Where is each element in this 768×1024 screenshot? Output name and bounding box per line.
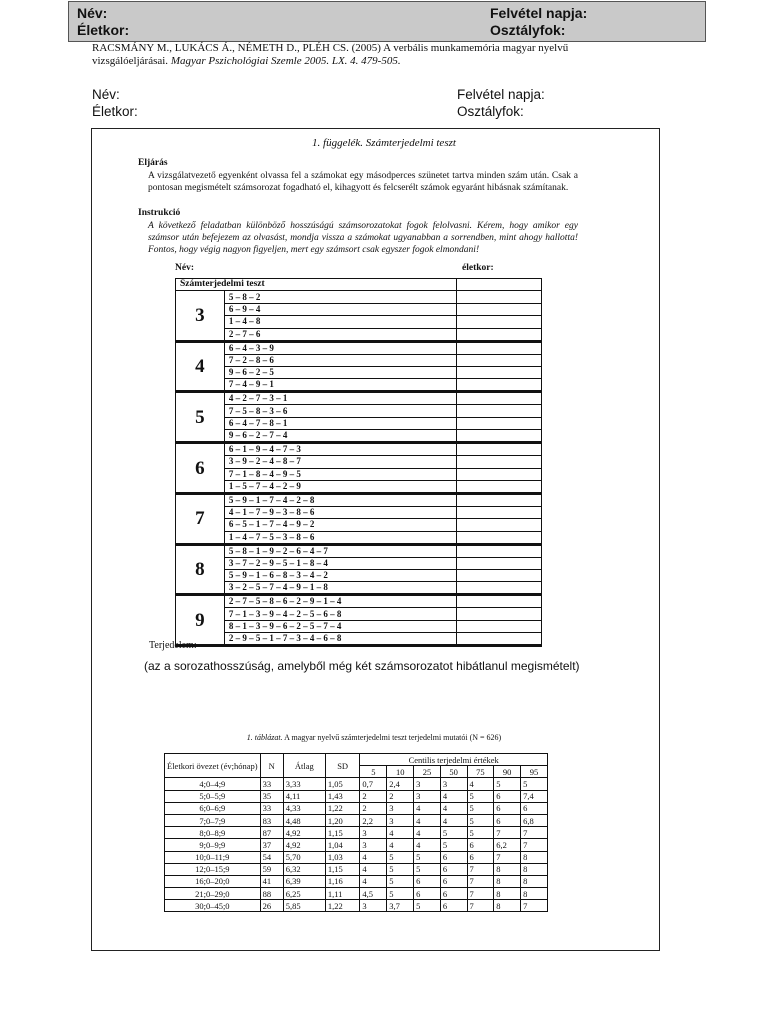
caption-number: 1. táblázat.: [246, 733, 283, 742]
norm-age-cell: 10;0–11;9: [165, 851, 261, 863]
response-cell[interactable]: [457, 279, 542, 291]
response-cell[interactable]: [457, 417, 542, 429]
norm-value-cell: 4: [414, 839, 441, 851]
norm-value-cell: 4,92: [283, 839, 325, 851]
span-item-row: [176, 417, 542, 429]
span-item-row: [176, 570, 542, 582]
norm-value-cell: 1,15: [325, 863, 360, 875]
response-cell[interactable]: [457, 493, 542, 506]
norm-value-cell: 35: [260, 790, 283, 802]
norm-value-cell: 83: [260, 814, 283, 826]
norm-age-cell: 4;0–4;9: [165, 778, 261, 790]
response-cell[interactable]: [457, 456, 542, 468]
digit-sequence: 7 – 2 – 8 – 6: [224, 354, 457, 366]
span-item-row: [176, 480, 542, 493]
percentile-column-header: 5: [360, 766, 387, 778]
span-note: (az a sorozathosszúság, amelyből még két számsorozatot hibátlanul megismételt): [144, 659, 580, 673]
digit-sequence: 5 – 8 – 1 – 9 – 2 – 6 – 4 – 7: [224, 544, 457, 557]
norm-header-row: [165, 754, 548, 766]
span-item-row: [176, 430, 542, 443]
response-cell[interactable]: [457, 354, 542, 366]
norm-value-cell: 5: [467, 802, 494, 814]
reference-citation: [92, 42, 632, 68]
norm-row: [165, 790, 548, 802]
norm-value-cell: 7: [494, 827, 521, 839]
norm-value-cell: 5: [387, 888, 414, 900]
digit-sequence: 4 – 2 – 7 – 3 – 1: [224, 392, 457, 405]
norm-value-cell: 6,32: [283, 863, 325, 875]
caption-text: A magyar nyelvű számterjedelmi teszt terjedelmi mutatói (N = 626): [284, 733, 502, 742]
norm-row: [165, 802, 548, 814]
norm-row: [165, 839, 548, 851]
norm-value-cell: 5: [387, 875, 414, 887]
norm-value-cell: 7: [467, 875, 494, 887]
digit-sequence: 5 – 8 – 2: [224, 291, 457, 303]
norm-value-cell: 5: [521, 778, 548, 790]
norm-value-cell: 6: [414, 875, 441, 887]
norm-value-cell: 6: [467, 839, 494, 851]
response-cell[interactable]: [457, 633, 542, 646]
response-cell[interactable]: [457, 341, 542, 354]
sequence-length: 5: [176, 392, 225, 443]
norm-value-cell: 0,7: [360, 778, 387, 790]
form-date-label: Felvétel napja:: [457, 87, 545, 102]
sheet-name-label: Név:: [175, 263, 194, 273]
norm-value-cell: 7: [467, 863, 494, 875]
norm-value-cell: 6: [440, 851, 467, 863]
norm-value-cell: 3,33: [283, 778, 325, 790]
norm-value-cell: 1,16: [325, 875, 360, 887]
form-name-label: Név:: [92, 87, 120, 102]
norm-age-cell: 6;0–6;9: [165, 802, 261, 814]
digit-sequence: 6 – 4 – 7 – 8 – 1: [224, 417, 457, 429]
digit-sequence: 7 – 5 – 8 – 3 – 6: [224, 405, 457, 417]
header-class-label: Osztályfok:: [490, 22, 566, 38]
response-cell[interactable]: [457, 328, 542, 341]
norm-value-cell: 6: [494, 790, 521, 802]
norm-age-cell: 21;0–29;0: [165, 888, 261, 900]
reference-journal: Magyar Pszichológiai Szemle 2005. LX. 4. 479-505.: [170, 55, 401, 67]
norm-value-cell: 7: [521, 839, 548, 851]
norm-age-cell: 30;0–45;0: [165, 900, 261, 912]
norm-age-cell: 5;0–5;9: [165, 790, 261, 802]
norm-value-cell: 5: [414, 863, 441, 875]
response-cell[interactable]: [457, 303, 542, 315]
digit-sequence: 3 – 9 – 2 – 4 – 8 – 7: [224, 456, 457, 468]
norm-table: [164, 753, 548, 912]
digit-sequence: 3 – 2 – 5 – 7 – 4 – 9 – 1 – 8: [224, 582, 457, 595]
span-item-row: [176, 506, 542, 518]
span-item-row: [176, 303, 542, 315]
norm-value-cell: 3: [440, 778, 467, 790]
norm-value-cell: 4: [360, 851, 387, 863]
norm-value-cell: 1,05: [325, 778, 360, 790]
response-cell[interactable]: [457, 595, 542, 608]
span-item-row: [176, 582, 542, 595]
norm-value-cell: 2: [360, 802, 387, 814]
response-cell[interactable]: [457, 430, 542, 443]
norm-value-cell: 6: [440, 900, 467, 912]
norm-value-cell: 8: [494, 863, 521, 875]
norm-value-cell: 26: [260, 900, 283, 912]
digit-sequence: 2 – 9 – 5 – 1 – 7 – 3 – 4 – 6 – 8: [224, 633, 457, 646]
response-cell[interactable]: [457, 366, 542, 378]
norm-value-cell: 5: [467, 790, 494, 802]
response-cell[interactable]: [457, 443, 542, 456]
norm-age-cell: 16;0–20;0: [165, 875, 261, 887]
norm-value-cell: 37: [260, 839, 283, 851]
sequence-length: 8: [176, 544, 225, 595]
norm-value-cell: 5: [414, 900, 441, 912]
percentile-column-header: 25: [414, 766, 441, 778]
norm-value-cell: 6,8: [521, 814, 548, 826]
span-item-row: [176, 519, 542, 531]
span-item-row: [176, 633, 542, 646]
norm-value-cell: 8: [521, 888, 548, 900]
norm-value-cell: 3: [387, 802, 414, 814]
response-cell[interactable]: [457, 620, 542, 632]
norm-row: [165, 851, 548, 863]
norm-value-cell: 5: [467, 814, 494, 826]
span-item-row: [176, 456, 542, 468]
norm-value-cell: 3: [360, 839, 387, 851]
norm-value-cell: 5,85: [283, 900, 325, 912]
norm-row: [165, 875, 548, 887]
span-item-row: [176, 468, 542, 480]
percentile-column-header: 50: [440, 766, 467, 778]
response-cell[interactable]: [457, 557, 542, 569]
digit-sequence: 6 – 4 – 3 – 9: [224, 341, 457, 354]
norm-age-cell: 7;0–7;9: [165, 814, 261, 826]
norm-value-cell: 2: [387, 790, 414, 802]
header-name-label: Név:: [77, 5, 108, 21]
norm-row: [165, 814, 548, 826]
norm-value-cell: 4: [414, 827, 441, 839]
norm-value-cell: 1,20: [325, 814, 360, 826]
digit-span-table: [175, 278, 542, 647]
response-cell[interactable]: [457, 405, 542, 417]
norm-value-cell: 6,25: [283, 888, 325, 900]
instruction-heading: Instrukció: [138, 208, 181, 218]
norm-value-cell: 87: [260, 827, 283, 839]
norm-value-cell: 8: [494, 888, 521, 900]
norm-value-cell: 4,11: [283, 790, 325, 802]
norm-value-cell: 6: [440, 875, 467, 887]
span-table-header: Számterjedelmi teszt: [176, 279, 457, 291]
norm-value-cell: 4: [360, 875, 387, 887]
digit-sequence: 8 – 1 – 3 – 9 – 6 – 2 – 5 – 7 – 4: [224, 620, 457, 632]
sheet-age-label: életkor:: [462, 263, 494, 273]
norm-value-cell: 5: [440, 839, 467, 851]
response-cell[interactable]: [457, 519, 542, 531]
norm-value-cell: 3: [414, 778, 441, 790]
norm-value-cell: 4: [360, 863, 387, 875]
norm-value-cell: 3,7: [387, 900, 414, 912]
norm-value-cell: 1,03: [325, 851, 360, 863]
response-cell[interactable]: [457, 316, 542, 328]
norm-value-cell: 8: [521, 851, 548, 863]
norm-value-cell: 8: [521, 875, 548, 887]
header-date-label: Felvétel napja:: [490, 5, 588, 21]
norm-value-cell: 1,43: [325, 790, 360, 802]
norm-value-cell: 4: [440, 802, 467, 814]
norm-value-cell: 4: [387, 839, 414, 851]
norm-value-cell: 4,5: [360, 888, 387, 900]
norm-age-cell: 12;0–15;9: [165, 863, 261, 875]
norm-value-cell: 7: [494, 851, 521, 863]
norm-value-cell: 59: [260, 863, 283, 875]
norm-value-cell: 54: [260, 851, 283, 863]
response-cell[interactable]: [457, 480, 542, 493]
norm-row: [165, 900, 548, 912]
norm-value-cell: 5,70: [283, 851, 325, 863]
norm-value-cell: 3: [414, 790, 441, 802]
norm-value-cell: 4: [414, 802, 441, 814]
norm-value-cell: 4: [414, 814, 441, 826]
header-age-label: Életkor:: [77, 22, 130, 38]
response-cell[interactable]: [457, 570, 542, 582]
digit-sequence: 9 – 6 – 2 – 5: [224, 366, 457, 378]
norm-value-cell: 2: [360, 790, 387, 802]
percentile-column-header: 95: [521, 766, 548, 778]
norm-value-cell: 1,11: [325, 888, 360, 900]
percentile-header: Centilis terjedelmi értékek: [360, 754, 548, 766]
response-cell[interactable]: [457, 544, 542, 557]
span-item-row: [176, 328, 542, 341]
span-item-row: [176, 557, 542, 569]
response-cell[interactable]: [457, 582, 542, 595]
norm-value-cell: 1,15: [325, 827, 360, 839]
response-cell[interactable]: [457, 291, 542, 303]
norm-value-cell: 2,4: [387, 778, 414, 790]
norm-value-cell: 4,33: [283, 802, 325, 814]
norm-value-cell: 5: [467, 827, 494, 839]
digit-sequence: 5 – 9 – 1 – 7 – 4 – 2 – 8: [224, 493, 457, 506]
norm-value-cell: 8: [494, 875, 521, 887]
response-cell[interactable]: [457, 531, 542, 544]
norm-value-cell: 6: [494, 802, 521, 814]
response-cell[interactable]: [457, 468, 542, 480]
digit-sequence: 5 – 9 – 1 – 6 – 8 – 3 – 4 – 2: [224, 570, 457, 582]
norm-age-cell: 8;0–8;9: [165, 827, 261, 839]
digit-sequence: 7 – 4 – 9 – 1: [224, 379, 457, 392]
reference-authors: RACSMÁNY M., LUKÁCS Á., NÉMETH D., PLÉH CS. (2005) A verbális munkamemória magyar nyelvű vizsgálóeljárásai.: [92, 42, 569, 67]
digit-sequence: 2 – 7 – 5 – 8 – 6 – 2 – 9 – 1 – 4: [224, 595, 457, 608]
span-item-row: [176, 608, 542, 620]
percentile-column-header: 75: [467, 766, 494, 778]
norm-value-cell: 6: [521, 802, 548, 814]
norm-value-cell: 5: [440, 827, 467, 839]
span-item-row: [176, 620, 542, 632]
norm-value-cell: 6: [440, 863, 467, 875]
norm-value-cell: 4: [467, 778, 494, 790]
norm-row: [165, 863, 548, 875]
span-item-row: [176, 316, 542, 328]
norm-value-cell: 7: [521, 900, 548, 912]
span-item-row: [176, 443, 542, 456]
norm-row: [165, 888, 548, 900]
digit-sequence: 9 – 6 – 2 – 7 – 4: [224, 430, 457, 443]
form-age-label: Életkor:: [92, 104, 138, 119]
norm-value-cell: 3: [360, 827, 387, 839]
digit-sequence: 1 – 5 – 7 – 4 – 2 – 9: [224, 480, 457, 493]
norm-value-cell: 6: [440, 888, 467, 900]
sequence-length: 9: [176, 595, 225, 646]
norm-value-cell: 41: [260, 875, 283, 887]
norm-value-cell: 4,92: [283, 827, 325, 839]
norm-value-cell: 5: [387, 863, 414, 875]
digit-sequence: 1 – 4 – 7 – 5 – 3 – 8 – 6: [224, 531, 457, 544]
span-item-row: [176, 379, 542, 392]
digit-sequence: 7 – 1 – 3 – 9 – 4 – 2 – 5 – 6 – 8: [224, 608, 457, 620]
norm-age-cell: 9;0–9;9: [165, 839, 261, 851]
span-item-row: [176, 366, 542, 378]
procedure-heading: Eljárás: [138, 158, 168, 168]
norm-value-cell: 4: [440, 790, 467, 802]
norm-value-cell: 8: [521, 863, 548, 875]
span-item-row: [176, 493, 542, 506]
norm-value-cell: 3: [387, 814, 414, 826]
digit-sequence: 6 – 9 – 4: [224, 303, 457, 315]
norm-value-cell: 4: [440, 814, 467, 826]
norm-value-cell: 7: [521, 827, 548, 839]
response-cell[interactable]: [457, 392, 542, 405]
norm-value-cell: 88: [260, 888, 283, 900]
norm-value-cell: 5: [387, 851, 414, 863]
norm-value-cell: 7: [467, 888, 494, 900]
digit-sequence: 1 – 4 – 8: [224, 316, 457, 328]
norm-value-cell: 1,22: [325, 900, 360, 912]
age-group-header: Életkori övezet (év;hónap): [165, 754, 261, 778]
norm-value-cell: 1,04: [325, 839, 360, 851]
norm-row: [165, 827, 548, 839]
sequence-length: 4: [176, 341, 225, 392]
norm-value-cell: 7: [467, 900, 494, 912]
digit-sequence: 2 – 7 – 6: [224, 328, 457, 341]
n-header: N: [260, 754, 283, 778]
span-table-header-row: [176, 279, 542, 291]
instruction-text: A következő feladatban különböző hosszúságú számsorozatokat fogok felolvasni. Kérem, hogy amikor egy számsor után befejezem az olvasást, mondja vissza a számokat ugyanabban a sorrendben, mint ahogy hallotta! Fontos, hogy végig nagyon figyeljen, mert egy számsort csak egyszer fogok elmondani!: [148, 221, 578, 255]
norm-value-cell: 6: [414, 888, 441, 900]
norm-value-cell: 5: [414, 851, 441, 863]
span-item-row: [176, 531, 542, 544]
span-item-row: [176, 392, 542, 405]
digit-sequence: 4 – 1 – 7 – 9 – 3 – 8 – 6: [224, 506, 457, 518]
sheet-title: 1. függelék. Számterjedelmi teszt: [312, 137, 456, 149]
percentile-column-header: 10: [387, 766, 414, 778]
norm-value-cell: 6: [467, 851, 494, 863]
digit-sequence: 7 – 1 – 8 – 4 – 9 – 5: [224, 468, 457, 480]
percentile-column-header: 90: [494, 766, 521, 778]
span-label: Terjedelem:: [149, 640, 197, 651]
norm-row: [165, 778, 548, 790]
norm-value-cell: 6: [494, 814, 521, 826]
span-item-row: [176, 341, 542, 354]
norm-value-cell: 4: [387, 827, 414, 839]
digit-sequence: 3 – 7 – 2 – 9 – 5 – 1 – 8 – 4: [224, 557, 457, 569]
norm-value-cell: 33: [260, 802, 283, 814]
sequence-length: 7: [176, 493, 225, 544]
form-class-label: Osztályfok:: [457, 104, 524, 119]
sequence-length: 6: [176, 443, 225, 494]
norm-value-cell: 7,4: [521, 790, 548, 802]
norm-value-cell: 1,22: [325, 802, 360, 814]
digit-sequence: 6 – 5 – 1 – 7 – 4 – 9 – 2: [224, 519, 457, 531]
digit-sequence: 6 – 1 – 9 – 4 – 7 – 3: [224, 443, 457, 456]
norm-value-cell: 6,2: [494, 839, 521, 851]
span-item-row: [176, 544, 542, 557]
norm-value-cell: 6,39: [283, 875, 325, 887]
norm-value-cell: 2,2: [360, 814, 387, 826]
response-cell[interactable]: [457, 608, 542, 620]
span-item-row: [176, 291, 542, 303]
norm-value-cell: 8: [494, 900, 521, 912]
span-item-row: [176, 405, 542, 417]
sequence-length: 3: [176, 291, 225, 341]
response-cell[interactable]: [457, 379, 542, 392]
norm-value-cell: 3: [360, 900, 387, 912]
response-cell[interactable]: [457, 506, 542, 518]
norm-value-cell: 4,48: [283, 814, 325, 826]
norm-value-cell: 33: [260, 778, 283, 790]
norm-value-cell: 5: [494, 778, 521, 790]
header-box: [68, 1, 706, 42]
mean-header: Átlag: [283, 754, 325, 778]
span-item-row: [176, 595, 542, 608]
sd-header: SD: [325, 754, 360, 778]
norm-table-caption: [164, 733, 584, 742]
procedure-text: A vizsgálatvezető egyenként olvassa fel a számokat egy másodperces szünetet tartva minden szám után. Csak a pontosan megismételt számsorozat fogadható el, kihagyott és felcserélt számok egyaránt hibásnak számítanak.: [148, 171, 578, 193]
span-item-row: [176, 354, 542, 366]
